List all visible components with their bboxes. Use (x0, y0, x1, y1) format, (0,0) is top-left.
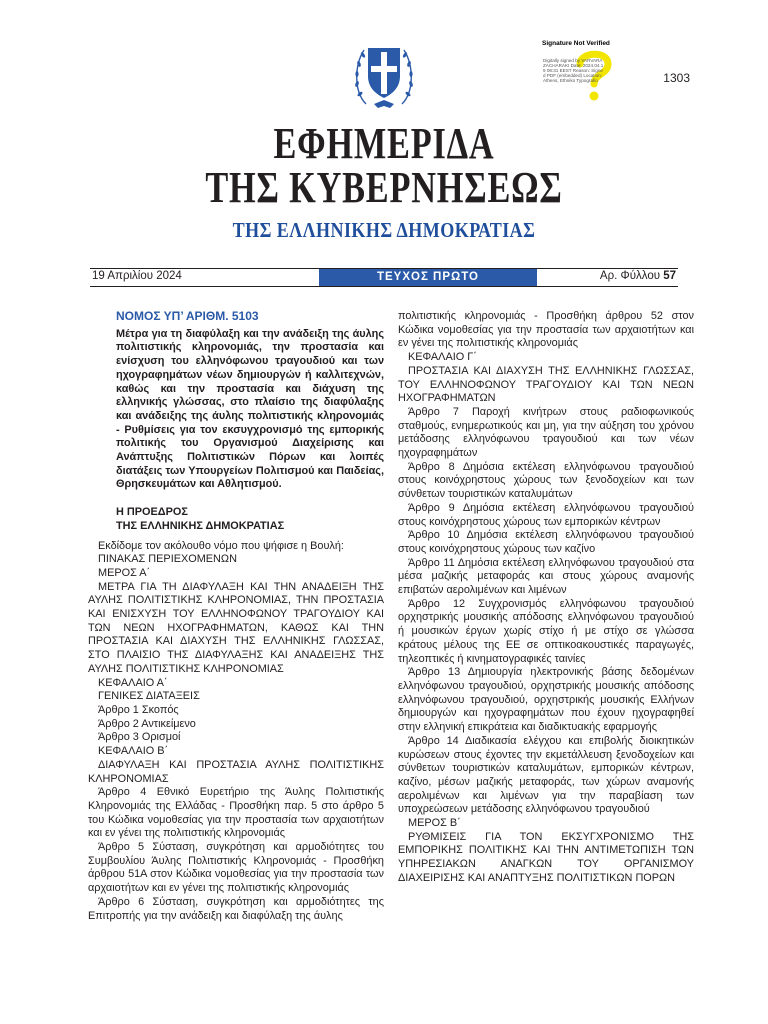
article-11: Άρθρο 11 Δημόσια εκτέλεση ελληνόφωνου τραγουδιού στα μέσα μαζικής μεταφοράς και στους χώρους αναμονής επιβατών αερολιμένων και λιμένων (398, 556, 694, 597)
page-number: 1303 (663, 71, 690, 85)
signature-details: Digitally signed by VARVARA ZACHARAKI Date: 2024.04.19 08:31 EEST Reason: Signed PDF (embedded) Location: Athens, Ethniko Typografio (543, 58, 604, 83)
article-10: Άρθρο 10 Δημόσια εκτέλεση ελληνόφωνου τραγουδιού στους κοινόχρηστους χώρους των καζίνο (398, 529, 694, 555)
enactment-formula: Εκδίδομε τον ακόλουθο νόμο που ψήφισε η Βουλή: (98, 539, 344, 552)
issue-info-bar (90, 268, 678, 287)
article-9: Άρθρο 9 Δημόσια εκτέλεση ελληνόφωνου τραγουδιού στους κοινόχρηστους χώρους των εμπορικών κέντρων (398, 501, 694, 528)
part-a-title: ΜΕΤΡΑ ΓΙΑ ΤΗ ΔΙΑΦΥΛΑΞΗ ΚΑΙ ΤΗΝ ΑΝΑΔΕΙΞΗ ΤΗΣ ΑΥΛΗΣ ΠΟΛΙΤΙΣΤΙΚΗΣ ΚΛΗΡΟΝΟΜΙΑΣ, ΤΗΝ ΠΡΟΣΤΑΣΙΑ ΚΑΙ ΕΝΙΣΧΥΣΗ ΤΟΥ ΕΛΛΗΝΟΦΩΝΟΥ ΤΡΑΓΟΥΔΙΟΥ ΚΑΙ ΤΩΝ ΝΕΩΝ ΗΧΟΓΡΑΦΗΜΑΤΩΝ, ΚΑΘΩΣ ΚΑΙ ΤΗΝ ΠΡΟΣΤΑΣΙΑ ΚΑΙ ΔΙΑΧΥΣΗ ΤΗΣ ΕΛΛΗΝΙΚΗΣ ΓΛΩΣΣΑΣ, ΣΤΟ ΠΛΑΙΣΙΟ ΤΗΣ ΔΙΑΦΥΛΑΞΗΣ ΚΑΙ ΑΝΑΔΕΙΞΗΣ ΤΗΣ ΑΥΛΗΣ ΠΟΛΙΤΙΣΤΙΚΗΣ ΚΛΗΡΟΝΟΜΙΑΣ (88, 580, 384, 675)
article-7: Άρθρο 7 Παροχή κινήτρων στους ραδιοφωνικούς σταθμούς, ενημερωτικούς και μη, για την αύξηση του χρόνου μετάδοσης ελληνόφωνου τραγουδιού και των νέων ηχογραφημάτων (398, 405, 694, 460)
sheet-number (600, 270, 676, 282)
left-column (88, 310, 384, 923)
law-title: ΝΟΜΟΣ ΥΠ’ ΑΡΙΘΜ. 5103 (116, 309, 259, 323)
article-1: Άρθρο 1 Σκοπός (98, 703, 179, 716)
article-12: Άρθρο 12 Συγχρονισμός ελληνόφωνου τραγουδιού ορχηστρικής μουσικής απόδοσης ελληνόφωνου τραγουδιού ή μουσικών έργων χωρίς στίχο ή με στίχο σε γλώσσα κράτους μέλους της ΕΕ σε οπτικοακουστικές παραγωγές, τηλεοπτικές ή κινηματογραφικές ταινίες (398, 597, 694, 665)
article-5: Άρθρο 5 Σύσταση, συγκρότηση και αρμοδιότητες του Συμβουλίου Άυλης Πολιτιστικής Κληρονομιάς - Προσθήκη άρθρου 51Α στον Κώδικα νομοθεσίας για την προστασία των αρχαιοτήτων και εν γένει της πολιτιστικής κληρονομιάς (88, 841, 384, 895)
article-8: Άρθρο 8 Δημόσια εκτέλεση ελληνόφωνου τραγουδιού στους κοινόχρηστους χώρους των ξενοδοχείων και των σύνθετων τουριστικών καταλυμάτων (398, 460, 694, 501)
right-column (398, 310, 694, 886)
chapter-c-heading: ΚΕΦΑΛΑΙΟ Γ΄ (408, 351, 477, 364)
chapter-c-title: ΠΡΟΣΤΑΣΙΑ ΚΑΙ ΔΙΑΧΥΣΗ ΤΗΣ ΕΛΛΗΝΙΚΗΣ ΓΛΩΣΣΑΣ, ΤΟΥ ΕΛΛΗΝΟΦΩΝΟΥ ΤΡΑΓΟΥΔΙΟΥ ΚΑΙ ΤΩΝ ΝΕΩΝ ΗΧΟΓΡΑΦΗΜΑΤΩΝ (398, 364, 694, 405)
gazette-title-line-2: ΤΗΣ ΚΥΒΕΡΝΗΣΕΩΣ (205, 163, 563, 212)
signature-status: Signature Not Verified (542, 40, 610, 47)
digital-signature-stamp (542, 40, 638, 104)
article-2: Άρθρο 2 Αντικείμενο (98, 717, 196, 730)
article-6: Άρθρο 6 Σύσταση, συγκρότηση και αρμοδιότητες της Επιτροπής για την ανάδειξη και διαφύλαξη της άυλης (88, 895, 384, 922)
part-b-heading: ΜΕΡΟΣ Β΄ (408, 817, 461, 830)
sheet-label: Αρ. Φύλλου (599, 270, 660, 282)
article-14: Άρθρο 14 Διαδικασία ελέγχου και επιβολής διοικητικών κυρώσεων στους έχοντες την εκμετάλλευση ξενοδοχείων και σύνθετων τουριστικών καταλυμάτων, εμπορικών κέντρων, καζίνο, μέσων μαζικής μεταφοράς, των χώρων αναμονής αερολιμένων και λιμένων για την παραβίαση των υποχρεώσεων μετάδοσης ελληνόφωνου τραγουδιού (398, 734, 694, 816)
sheet-number-value: 57 (663, 270, 676, 282)
law-description: Μέτρα για τη διαφύλαξη και την ανάδειξη της άυλης πολιτιστικής κληρονομιάς, την προστασία και ενίσχυση του ελληνόφωνου τραγουδιού και των ηχογραφημάτων νέων δημιουργών ή καλλιτεχνών, καθώς και την προστασία και διάχυση της ελληνικής γλώσσας, στο πλαίσιο της διαφύλαξης και ανάδειξης της άυλης πολιτιστικής κληρονομιάς - Ρυθμίσεις για τον εκσυγχρονισμό της εμπορικής πολιτικής του Οργανισμού Διαχείρισης και Ανάπτυξης Πολιτιστικών Πόρων και λοιπές διατάξεις των Υπουργείων Πολιτισμού και Παιδείας, Θρησκευμάτων και Αθλητισμού. (116, 327, 384, 491)
part-a-heading: ΜΕΡΟΣ Α΄ (98, 566, 151, 579)
president-line-2: ΤΗΣ ΕΛΛΗΝΙΚΗΣ ΔΗΜΟΚΡΑΤΙΑΣ (116, 519, 285, 532)
article-13: Άρθρο 13 Δημιουργία ηλεκτρονικής βάσης δεδομένων ελληνόφωνου τραγουδιού, ορχηστρικής μουσικής απόδοσης ελληνόφωνου τραγουδιού, ορχηστρικής μουσικής Ελλήνων δημιουργών και ηχογραφημάτων που έχουν ηχογραφηθεί στην ελληνική επικράτεια και διαδικτυακής εφαρμογής (398, 666, 694, 734)
gazette-subtitle: ΤΗΣ ΕΛΛΗΝΙΚΗΣ ΔΗΜΟΚΡΑΤΙΑΣ (232, 218, 536, 242)
toc-heading: ΠΙΝΑΚΑΣ ΠΕΡΙΕΧΟΜΕΝΩΝ (98, 553, 237, 566)
article-4: Άρθρο 4 Εθνικό Ευρετήριο της Άυλης Πολιτιστικής Κληρονομιάς της Ελλάδας - Προσθήκη παρ. 5 στο άρθρο 5 του Κώδικα νομοθεσίας για την προστασία των αρχαιοτήτων και εν γένει της πολιτιστικής κληρονομιάς (88, 786, 384, 840)
general-provisions-heading: ΓΕΝΙΚΕΣ ΔΙΑΤΑΞΕΙΣ (98, 690, 200, 703)
article-6-continued: πολιτιστικής κληρονομιάς - Προσθήκη άρθρου 52 στον Κώδικα νομοθεσίας για την προστασία των αρχαιοτήτων και εν γένει της πολιτιστικής κληρονομιάς (398, 310, 694, 350)
issue-series-badge: ΤΕΥΧΟΣ ΠΡΩΤΟ (319, 269, 537, 286)
article-3: Άρθρο 3 Ορισμοί (98, 731, 181, 744)
coat-of-arms-icon (352, 36, 416, 112)
issue-date: 19 Απριλίου 2024 (92, 270, 182, 282)
part-b-title: ΡΥΘΜΙΣΕΙΣ ΓΙΑ ΤΟΝ ΕΚΣΥΓΧΡΟΝΙΣΜΟ ΤΗΣ ΕΜΠΟΡΙΚΗΣ ΠΟΛΙΤΙΚΗΣ ΚΑΙ ΤΗΝ ΑΝΤΙΜΕΤΩΠΙΣΗ ΤΩΝ ΥΠΗΡΕΣΙΑΚΩΝ ΑΝΑΓΚΩΝ ΤΟΥ ΟΡΓΑΝΙΣΜΟΥ ΔΙΑΧΕΙΡΙΣΗΣ ΚΑΙ ΑΝΑΠΤΥΞΗΣ ΠΟΛΙΤΙΣΤΙΚΩΝ ΠΟΡΩΝ (398, 830, 694, 884)
chapter-b-title: ΔΙΑΦΥΛΑΞΗ ΚΑΙ ΠΡΟΣΤΑΣΙΑ ΑΥΛΗΣ ΠΟΛΙΤΙΣΤΙΚΗΣ ΚΛΗΡΟΝΟΜΙΑΣ (88, 758, 384, 785)
president-line-1: Η ΠΡΟΕΔΡΟΣ (116, 506, 188, 519)
chapter-a-heading: ΚΕΦΑΛΑΙΟ Α΄ (98, 676, 168, 689)
gazette-title-line-1: ΕΦΗΜΕΡΙΔΑ (273, 119, 495, 168)
chapter-b-heading: ΚΕΦΑΛΑΙΟ Β΄ (98, 745, 169, 758)
